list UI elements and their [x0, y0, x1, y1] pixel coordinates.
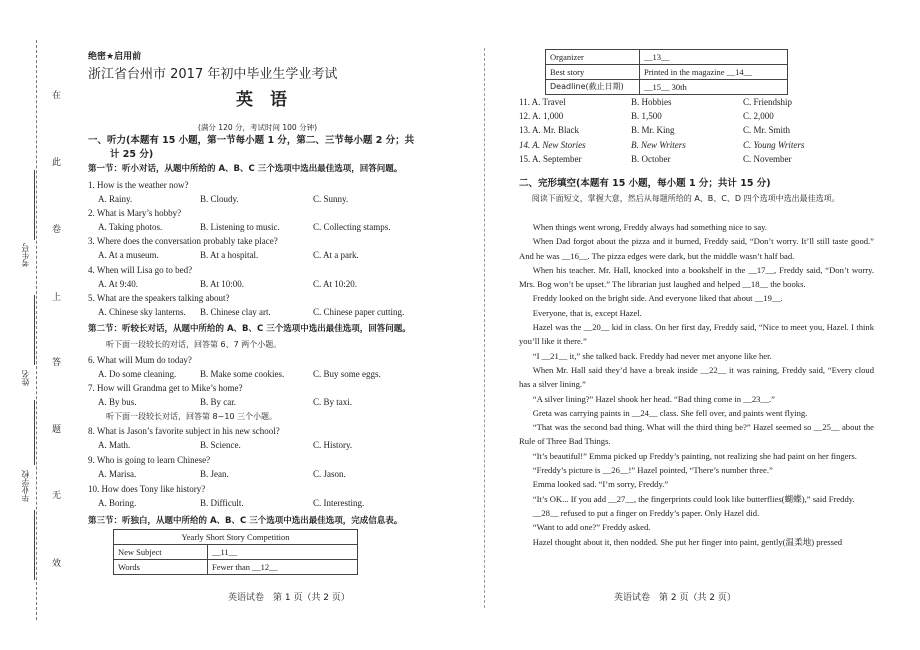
option-3c: C. At a park. — [313, 250, 359, 260]
question-10: 10. How does Tony like history? — [88, 484, 206, 494]
option-3b: B. At a hospital. — [200, 250, 259, 260]
passage-paragraph: Hazel thought about it, then nodded. She put her finger into paint, gently(温柔地) pressed — [532, 536, 843, 547]
option-13c: C. Mr. Smith — [743, 125, 791, 135]
cloze-passage — [519, 220, 874, 549]
question-2: 2. What is Mary’s hobby? — [88, 208, 182, 218]
question-6: 6. What will Mum do today? — [88, 355, 192, 365]
passage-paragraph: “It’s OK... If you add __27__, the fingerprints could look like butterflies(蝴蝶),” said Freddy. — [532, 493, 855, 504]
question-1: 1. How is the weather now? — [88, 180, 189, 190]
passage-paragraph: Hazel was the __20__ kid in class. On her first day, Freddy said, “Nice to meet you, Hazel. I think you’ll like it there.” — [519, 322, 874, 347]
option-5b: B. Chinese clay art. — [200, 307, 271, 317]
exam-info: (满分 120 分，考试时间 100 分钟) — [198, 123, 318, 132]
section2-note2: 听下面一段较长对话，回答第 8~10 三个小题。 — [106, 412, 278, 421]
option-4c: C. At 10:20. — [313, 279, 358, 289]
option-13b: B. Mr. King — [631, 125, 675, 135]
option-6a: A. Do some cleaning. — [98, 369, 177, 379]
option-4b: B. At 10:00. — [200, 279, 245, 289]
part1-heading-cont: 计 25 分) — [110, 149, 154, 160]
name-label: 姓名 — [21, 370, 30, 386]
section2-note1: 听下面一段较长的对话，回答第 6、7 两个小题。 — [106, 340, 282, 349]
option-10c: C. Interesting. — [313, 498, 365, 508]
table-row-value: __15__ 30th — [640, 80, 788, 95]
part2-instruction — [519, 192, 874, 206]
name-line — [34, 295, 35, 365]
passage-paragraph: When things went wrong, Freddy always had something nice to say. — [532, 222, 768, 232]
secret-mark: 绝密★启用前 — [88, 52, 142, 62]
option-12b: B. 1,500 — [631, 111, 662, 121]
option-1a: A. Rainy. — [98, 194, 133, 204]
question-5: 5. What are the speakers talking about? — [88, 293, 230, 303]
part1-heading: 一、听力(本题有 15 小题，第一节每小题 1 分，第二、三节每小题 2 分；共 — [88, 135, 415, 146]
passage-paragraph: “It’s beautiful!” Emma picked up Freddy’s painting, not realizing she had paint on her fingers. — [532, 450, 857, 461]
footer-page-1: 英语试卷 第 1 页（共 2 页） — [228, 593, 350, 603]
margin-char: 上 — [52, 293, 62, 303]
option-12a: 12. A. 1,000 — [519, 111, 564, 121]
option-11b: B. Hobbies — [631, 97, 672, 107]
option-15c: C. November — [743, 154, 792, 164]
table-row-value: Fewer than __12__ — [208, 560, 358, 575]
option-7b: B. By car. — [200, 397, 236, 407]
section2-heading: 第二节：听较长对话，从题中所给的 A、B、C 三个选项中选出最佳选项，回答问题。 — [88, 324, 411, 334]
section3-heading: 第三节：听独白，从题中所给的 A、B、C 三个选项中选出最佳选项，完成信息表。 — [88, 516, 403, 526]
margin-char: 题 — [52, 425, 62, 435]
question-4: 4. When will Lisa go to bed? — [88, 265, 193, 275]
candidate-number-line — [34, 170, 35, 240]
option-14b: B. New Writers — [631, 140, 686, 150]
question-3: 3. Where does the conversation probably take place? — [88, 236, 278, 246]
option-1b: B. Cloudy. — [200, 194, 239, 204]
option-14c: C. Young Writers — [743, 140, 805, 150]
table-row-label: Best story — [546, 65, 640, 80]
table-row-label: Deadline(截止日期) — [546, 80, 640, 95]
part2-heading: 二、完形填空(本题有 15 小题，每小题 1 分；共计 15 分) — [519, 178, 771, 189]
school-line — [34, 400, 35, 465]
option-10a: A. Boring. — [98, 498, 137, 508]
instruction-text: 阅读下面短文，掌握大意，然后从每题所给的 A、B、C、D 四个选项中选出最佳选项。 — [531, 194, 840, 203]
option-13a: 13. A. Mr. Black — [519, 125, 579, 135]
passage-paragraph: When Dad forgot about the pizza and it burned, Freddy said, “Don’t worry. It’ll still taste good.” And he was __16__. The pizza edges were dark, but the middle wasn’t half bad. — [519, 236, 874, 261]
school-label: 毕业学校 — [21, 470, 30, 502]
option-9c: C. Jason. — [313, 469, 346, 479]
info-table — [113, 529, 358, 575]
option-11a: 11. A. Travel — [519, 97, 566, 107]
option-8c: C. History. — [313, 440, 353, 450]
passage-paragraph: Emma looked sad. “I’m sorry, Freddy.” — [532, 479, 669, 490]
option-8b: B. Science. — [200, 440, 241, 450]
table-row-label: Organizer — [546, 50, 640, 65]
option-8a: A. Math. — [98, 440, 131, 450]
option-2a: A. Taking photos. — [98, 222, 163, 232]
option-2b: B. Listening to music. — [200, 222, 280, 232]
table-row-label: Words — [114, 560, 208, 575]
option-15a: 15. A. September — [519, 154, 582, 164]
footer-page-2: 英语试卷 第 2 页（共 2 页） — [614, 593, 736, 603]
passage-paragraph: When his teacher. Mr. Hall, knocked into a bookshelf in the __17__, Freddy said, “Don’t worry. Mrs. Bog won’t be upset.” The librarian just laughed and helped __18__ the books. — [519, 264, 874, 290]
question-8: 8. What is Jason’s favorite subject in his new school? — [88, 426, 280, 436]
option-6b: B. Make some cookies. — [200, 369, 285, 379]
margin-char: 答 — [52, 358, 62, 368]
margin-char: 此 — [52, 158, 62, 168]
option-5a: A. Chinese sky lanterns. — [98, 307, 186, 317]
passage-paragraph: “That was the second bad thing. What will the third thing be?” Hazel seemed so __25__ about the Rule of Three Bad Things. — [519, 422, 874, 447]
passage-paragraph: Freddy looked on the bright side. And everyone liked that about __19__. — [532, 293, 783, 304]
info-table-title: Yearly Short Story Competition — [114, 530, 358, 545]
question-7: 7. How will Grandma get to Mike’s home? — [88, 383, 243, 393]
table-row-value: Printed in the magazine __14__ — [640, 65, 788, 80]
option-10b: B. Difficult. — [200, 498, 244, 508]
option-11c: C. Friendship — [743, 97, 793, 107]
option-7a: A. By bus. — [98, 397, 137, 407]
option-6c: C. Buy some eggs. — [313, 369, 381, 379]
option-4a: A. At 9:40. — [98, 279, 139, 289]
passage-paragraph: Everyone, that is, except Hazel. — [532, 307, 642, 318]
margin-char: 效 — [52, 559, 62, 569]
question-9: 9. Who is going to learn Chinese? — [88, 455, 211, 465]
table-row-value: __11__ — [208, 545, 358, 560]
option-5c: C. Chinese paper cutting. — [313, 307, 405, 317]
binding-line — [36, 40, 37, 620]
option-1c: C. Sunny. — [313, 194, 349, 204]
subject-title: 英 语 — [236, 90, 287, 110]
passage-paragraph: “A silver lining?” Hazel shook her head. “Bad thing come in __23__.” — [532, 393, 775, 404]
margin-char: 卷 — [52, 225, 62, 235]
option-12c: C. 2,000 — [743, 111, 774, 121]
page-divider — [484, 48, 485, 608]
passage-paragraph: “I __21__ it,” she talked back. Freddy had never met anyone like her. — [532, 350, 772, 361]
option-14a: 14. A. New Stories — [519, 140, 586, 150]
school-line-lower — [34, 510, 35, 580]
exam-title: 浙江省台州市 2017 年初中毕业生学业考试 — [88, 67, 338, 82]
candidate-number-label: 考生号 — [21, 243, 30, 267]
section1-heading: 第一节：听小对话，从题中所给的 A、B、C 三个选项中选出最佳选项，回答问题。 — [88, 164, 403, 174]
option-3a: A. At a museum. — [98, 250, 159, 260]
option-2c: C. Collecting stamps. — [313, 222, 391, 232]
option-9b: B. Jean. — [200, 469, 229, 479]
option-9a: A. Marisa. — [98, 469, 137, 479]
passage-paragraph: “Freddy’s picture is __26__!” Hazel pointed, “There’s number three.” — [532, 465, 773, 476]
margin-char: 在 — [52, 91, 62, 101]
info-table-continued — [545, 49, 788, 95]
table-row-value: __13__ — [640, 50, 788, 65]
table-row-label: New Subject — [114, 545, 208, 560]
passage-paragraph: Greta was carrying paints in __24__ class. She fell over, and paints went flying. — [532, 407, 808, 418]
passage-paragraph: “Want to add one?” Freddy asked. — [532, 522, 651, 533]
option-15b: B. October — [631, 154, 671, 164]
margin-char: 无 — [52, 491, 62, 501]
option-7c: C. By taxi. — [313, 397, 353, 407]
passage-paragraph: When Mr. Hall said they’d have a break inside __22__ it was raining, Freddy said, “Every cloud has a silver lining.” — [519, 364, 874, 390]
passage-paragraph: __28__ refused to put a finger on Freddy’s paper. Only Hazel did. — [532, 507, 760, 518]
